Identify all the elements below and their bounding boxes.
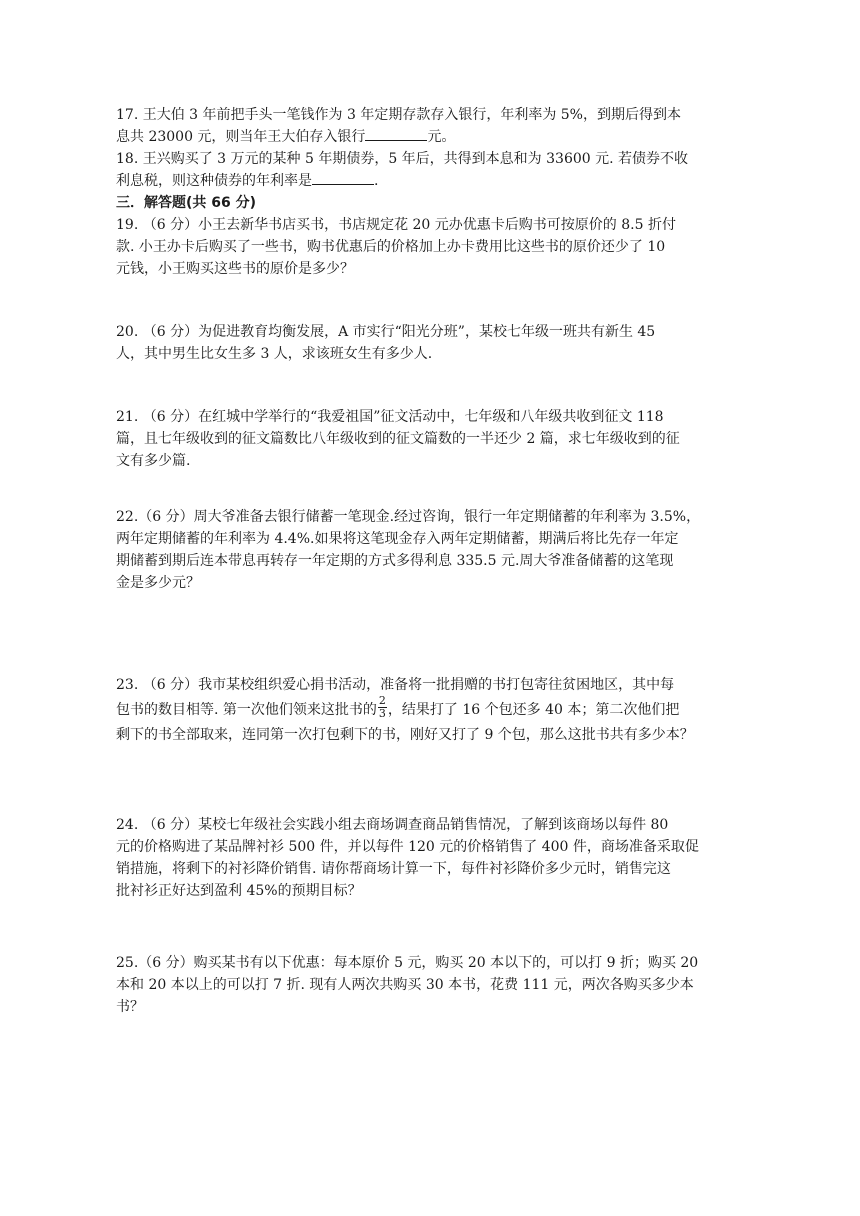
question-17 [116,104,744,148]
question-19-line-2: 款. 小王办卡后购买了一些书，购书优惠后的价格加上办卡费用比这些书的原价还少了 10 [116,239,666,255]
question-21-line-1: 21. （6 分）在红城中学举行的“我爱祖国”征文活动中，七年级和八年级共收到征文 118 [116,409,664,425]
question-23-line-2 [116,693,744,724]
question-21 [116,406,744,472]
question-25 [116,952,744,1018]
question-19 [116,214,744,280]
question-24-line-4: 批衬衫正好达到盈利 45%的预期目标？ [116,883,362,899]
question-19-line-3: 元钱，小王购买这些书的原价是多少？ [116,261,354,277]
question-22-line-4: 金是多少元？ [116,575,200,591]
question-22-line-3: 期储蓄到期后连本带息再转存一年定期的方式多得利息 335.5 元.周大爷准备储蓄的这笔现 [116,553,674,569]
question-18-text-before-blank: 利息税，则这种债券的年利率是 [116,173,312,189]
question-25-line-1: 25.（6 分）购买某书有以下优惠：每本原价 5 元，购买 20 本以下的，可以打 9 折；购买 20 [116,955,699,971]
question-24-line-3: 销措施，将剩下的衬衫降价销售. 请你帮商场计算一下，每件衬衫降价多少元时，销售完这 [116,861,671,877]
question-17-line-2 [116,126,744,148]
section-3 [116,192,744,214]
question-21-line-3: 文有多少篇. [116,453,191,469]
question-18-text-after-blank: . [374,173,379,189]
question-17-line-1: 17. 王大伯 3 年前把手头一笔钱作为 3 年定期存款存入银行，年利率为 5%，到期后得到本 [116,107,681,123]
section-title: 三．解答题(共 66 分) [116,195,257,211]
answer-blank-17 [365,126,427,141]
question-18-line-1: 18. 王兴购买了 3 万元的某种 5 年期债券，5 年后，共得到本息和为 33600 元. 若债券不收 [116,151,689,167]
question-23-text-after-fraction: ，结果打了 16 个包还多 40 本；第二次他们把 [387,702,680,718]
fraction-numerator: 2 [378,693,386,707]
question-22-line-2: 两年定期储蓄的年利率为 4.4%.如果将这笔现金存入两年定期储蓄，期满后将比先存一年定 [116,531,679,547]
question-20 [116,321,744,365]
question-24 [116,814,744,902]
question-22 [116,506,744,594]
question-18 [116,148,744,192]
question-25-line-3: 书？ [116,999,144,1015]
question-17-text-before-blank: 息共 23000 元，则当年王大伯存入银行 [116,129,366,145]
question-24-line-2: 元的价格购进了某品牌衬衫 500 件，并以每件 120 元的价格销售了 400 件，商场准备采取促 [116,839,699,855]
question-20-line-2: 人，其中男生比女生多 3 人，求该班女生有多少人. [116,346,433,362]
question-18-line-2 [116,170,744,192]
question-23-line-1: 23. （6 分）我市某校组织爱心捐书活动，准备将一批捐赠的书打包寄往贫困地区，其中每 [116,677,675,693]
fraction-denominator: 3 [378,706,386,720]
fraction-two-thirds [378,695,387,720]
question-23 [116,674,744,746]
question-17-text-after-blank: 元。 [427,129,456,145]
question-23-line-3: 剩下的书全部取来，连同第一次打包剩下的书，刚好又打了 9 个包，那么这批书共有多少本？ [116,727,694,743]
question-19-line-1: 19. （6 分）小王去新华书店买书，书店规定花 20 元办优惠卡后购书可按原价的 8.5 折付 [116,217,676,233]
question-23-text-before-fraction: 包书的数目相等. 第一次他们领来这批书的 [116,702,377,718]
question-25-line-2: 本和 20 本以上的可以打 7 折. 现有人两次共购买 30 本书，花费 111 元，两次各购买多少本 [116,977,694,993]
question-24-line-1: 24. （6 分）某校七年级社会实践小组去商场调查商品销售情况，了解到该商场以每件 80 [116,817,669,833]
answer-blank-18 [312,170,374,185]
question-22-line-1: 22.（6 分）周大爷准备去银行储蓄一笔现金.经过咨询，银行一年定期储蓄的年利率为 3.5%， [116,509,701,525]
question-20-line-1: 20. （6 分）为促进教育均衡发展，A 市实行“阳光分班”，某校七年级一班共有新生 45 [116,324,656,340]
question-21-line-2: 篇，且七年级收到的征文篇数比八年级收到的征文篇数的一半还少 2 篇，求七年级收到的征 [116,431,680,447]
